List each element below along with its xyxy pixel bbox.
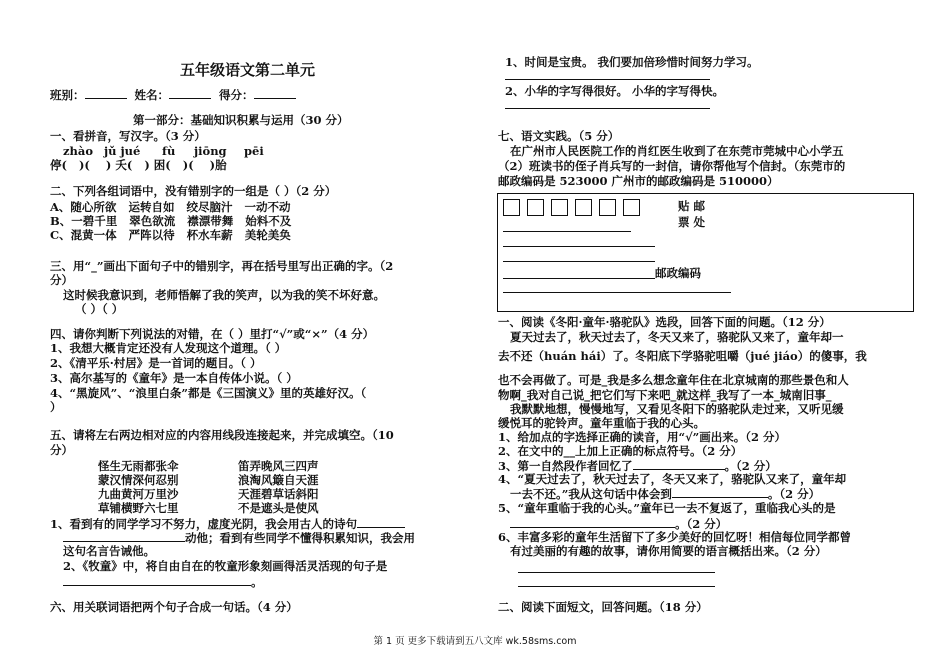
- reading1-title: 一、阅读《冬阳·童年·骆驼队》选段，回答下面的问题。（12 分）: [498, 315, 831, 329]
- char-seg-3: ): [105, 158, 112, 172]
- char-seg-4: 夭(: [115, 158, 133, 172]
- page-title: 五年级语文第二单元: [180, 61, 316, 79]
- q2-title: 二、下列各组词语中，没有错别字的一组是（ ）（2 分）: [50, 184, 337, 198]
- q3-blanks[interactable]: （ ）（ ）: [75, 302, 124, 316]
- passage-line-3: 也不会再做了。可是_我是多么想念童年住在北京城南的那些景色和人: [498, 373, 849, 387]
- reading1-q6-answer-line-1[interactable]: [518, 572, 715, 573]
- pinyin-4: jiōng: [194, 144, 227, 158]
- reading1-q5: 5、“童年重临于我的心头。”童年已一去不复返了，重临我心头的是: [498, 501, 836, 515]
- q5-sub1-text: 1、看到有的同学学习不努力，虚度光阴，我会用古人的诗句: [50, 517, 357, 531]
- option-word: 始料不及: [245, 214, 292, 228]
- reading1-q3: 3、第一自然段作者回忆了 。（2 分）: [498, 459, 777, 473]
- char-seg-5: ): [144, 158, 150, 172]
- poem-left-4[interactable]: 草铺横野六七里: [98, 501, 179, 515]
- reading1-q4: 4、“夏天过去了，秋天过去了，冬天又来了，骆驼队又来了，童年却: [498, 472, 847, 486]
- option-word: 翠色欲流: [129, 214, 176, 228]
- envelope-name-line[interactable]: [503, 261, 655, 262]
- postcode-box-5[interactable]: [599, 199, 616, 216]
- reading1-q3-text: 3、第一自然段作者回忆了: [498, 459, 633, 473]
- q6-title: 六、用关联词语把两个句子合成一句话。（4 分）: [50, 600, 298, 614]
- postcode-box-1[interactable]: [503, 199, 520, 216]
- class-label: 班别：: [50, 88, 85, 102]
- q7-line-2: （2）班读书的侄子肖兵写的一封信，请你帮他写个信封。（东莞市的: [498, 159, 846, 173]
- q3-title: 三、用“_”画出下面句子中的错别字，再在括号里写出正确的字。（2: [50, 259, 394, 273]
- q4-item-4-cont: ）: [50, 400, 62, 414]
- postcode-label: 邮政编码: [655, 266, 701, 280]
- char-seg-7: )(: [182, 158, 194, 172]
- reading1-q2: 2、在文中的__上加上正确的标点符号。（2 分）: [498, 444, 743, 458]
- q5-sub1-line2: [63, 530, 415, 545]
- envelope-sender-line[interactable]: [503, 278, 655, 279]
- q6-answer-line-1[interactable]: [505, 79, 710, 80]
- option-word: 襟漂带舞: [187, 214, 234, 228]
- q4-item-1[interactable]: 1、我想大概肯定还没有人发现这个道理。（ ）: [50, 341, 287, 355]
- q5-sub1: [50, 516, 405, 531]
- envelope-bottom-line[interactable]: [503, 292, 731, 293]
- option-word: 杯水车薪: [186, 228, 233, 242]
- postcode-box-2[interactable]: [527, 199, 544, 216]
- q1-title: 一、看拼音，写汉字。（3 分）: [50, 129, 206, 143]
- q3-title-cont: 分）: [50, 273, 73, 287]
- poem-right-3[interactable]: 天涯碧草话斜阳: [238, 487, 319, 501]
- option-word: 美轮美奂: [244, 228, 291, 242]
- postcode-box-4[interactable]: [575, 199, 592, 216]
- q6-answer-line-2[interactable]: [505, 108, 710, 109]
- q3-sentence: 这时候我意识到，老师悟解了我的笑声，以为我的笑不坏好意。: [63, 288, 385, 302]
- header-fields: [50, 87, 296, 102]
- name-label: 姓名：: [134, 88, 170, 102]
- envelope-address-line-1[interactable]: [503, 231, 631, 232]
- q5-sub2-blank[interactable]: [63, 574, 251, 586]
- page-footer: 第 1 页 更多下载请到五八文库 wk.58sms.com: [373, 636, 577, 647]
- option-word: B、一碧千里: [50, 214, 118, 228]
- pinyin-5: pēi: [244, 144, 264, 158]
- q7-title: 七、语文实践。（5 分）: [498, 129, 620, 143]
- passage-line-5: 我默默地想，慢慢地写，又看见冬阳下的骆驼队走过来，又听见缓: [510, 402, 844, 416]
- reading1-q4-points: （2 分）: [779, 487, 821, 501]
- option-word: C、混黄一体: [50, 228, 117, 242]
- q4-item-3[interactable]: 3、高尔基写的《童年》是一本自传体小说。（ ）: [50, 371, 298, 385]
- reading1-q4-text: 一去不还。”我从这句话中体会到: [510, 487, 672, 501]
- q4-title: 四、请你判断下列说法的对错，在（ ）里打“√”或“×”（4 分）: [50, 327, 375, 341]
- passage-line-6: 缓悦耳的驼铃声。童年重临于我的心头。: [498, 416, 705, 430]
- option-word: 运转自如: [128, 200, 175, 214]
- q6-sentence-2: 2、小华的字写得很好。 小华的字写得快。: [505, 84, 725, 98]
- postcode-box-6[interactable]: [623, 199, 640, 216]
- char-seg-6: 困(: [153, 158, 171, 172]
- poem-right-2[interactable]: 浪淘风簸自天涯: [238, 473, 319, 487]
- reading1-q5-points: （2 分）: [686, 517, 728, 531]
- stamp-label-2: 票 处: [678, 215, 706, 229]
- part1-heading: 第一部分：基础知识积累与运用（30 分）: [133, 113, 349, 127]
- q1-char-row[interactable]: [50, 158, 227, 172]
- pinyin-3: fù: [162, 144, 176, 158]
- reading1-q6-answer-line-2[interactable]: [518, 586, 715, 587]
- passage-line-1: 夏天过去了，秋天过去了，冬天又来了，骆驼队又来了，童年却一: [510, 330, 844, 344]
- reading1-q6-cont: 有过美丽的有趣的故事，请你用简要的语言概括出来。（2 分）: [510, 544, 827, 558]
- q4-item-4[interactable]: 4、“黑旋风”、“浪里白条”都是《三国演义》里的英雄好汉。（: [50, 386, 367, 400]
- reading2-title: 二、阅读下面短文，回答问题。（18 分）: [498, 600, 708, 614]
- q5-title: 五、请将左右两边相对应的内容用线段连接起来，并完成填空。（10: [50, 428, 394, 442]
- option-word: A、随心所欲: [50, 200, 117, 214]
- q5-sub1-blank2[interactable]: [63, 530, 185, 542]
- q5-sub1-line3: 这句名言告诫他。: [63, 544, 155, 558]
- q5-sub1-blank[interactable]: [357, 516, 405, 528]
- q7-line-1: 在广州市人民医院工作的肖红医生收到了在东莞市莞城中心小学五: [510, 144, 844, 158]
- q2-option-a[interactable]: [50, 200, 290, 214]
- poem-right-1[interactable]: 笛弄晚风三四声: [238, 459, 319, 473]
- reading1-q5-answer: 。（2 分）: [510, 516, 727, 531]
- reading1-q6: 6、丰富多彩的童年生活留下了多少美好的回忆呀！相信每位同学都曾: [498, 530, 851, 544]
- pinyin-2: jǔ jué: [104, 144, 141, 158]
- q6-sentence-1: 1、时间是宝贵。 我们要加倍珍惜时间努力学习。: [505, 55, 759, 69]
- reading1-q3-blank[interactable]: [633, 458, 725, 470]
- name-blank[interactable]: [169, 87, 211, 99]
- q4-item-2[interactable]: 2、《清平乐·村居》是一首词的题目。（ ）: [50, 356, 262, 370]
- q2-option-c[interactable]: [50, 228, 291, 242]
- q5-sub2: 2、《牧童》中，将自由自在的牧童形象刻画得活灵活现的句子是: [63, 559, 388, 573]
- q2-option-b[interactable]: [50, 214, 291, 228]
- q5-sub2-answer[interactable]: 。: [63, 574, 263, 589]
- option-word: 绞尽脑汁: [186, 200, 233, 214]
- q5-title-cont: 分）: [50, 443, 73, 457]
- stamp-label-1: 贴 邮: [678, 199, 706, 213]
- passage-line-4: 物啊_我对自己说_把它们写下来吧_就这样_我写了一本_城南旧事_: [498, 388, 832, 402]
- q7-line-3: 邮政编码是 523000 广州市的邮政编码是 510000）: [498, 174, 779, 188]
- reading1-q4-blank[interactable]: [672, 486, 768, 498]
- option-word: 一动不动: [244, 200, 291, 214]
- reading1-q4-cont: 一去不还。”我从这句话中体会到 。（2 分）: [510, 487, 821, 501]
- passage-line-2: 去不还（huán hái）了。冬阳底下学骆驼咀嚼（jué jiáo）的傻事，我: [498, 349, 867, 363]
- char-seg-2: )(: [78, 158, 90, 172]
- pinyin-1: zhào: [63, 144, 94, 158]
- char-seg-1: 停(: [50, 158, 67, 172]
- reading1-q3-points: （2 分）: [736, 459, 777, 473]
- poem-left-1[interactable]: 怪生无雨都张伞: [98, 459, 179, 473]
- class-blank[interactable]: [85, 87, 127, 99]
- envelope-address-line-2[interactable]: [503, 246, 655, 247]
- q5-sub1b-text: 动他；看到有些同学不懂得积累知识，我会用: [185, 531, 415, 545]
- poem-left-2[interactable]: 蒙汉情深何忍别: [98, 473, 179, 487]
- option-word: 严阵以待: [128, 228, 175, 242]
- reading1-q5-blank[interactable]: [510, 516, 675, 528]
- postcode-box-3[interactable]: [551, 199, 568, 216]
- poem-left-3[interactable]: 九曲黄河万里沙: [98, 487, 179, 501]
- envelope-box: [497, 193, 914, 312]
- reading1-q1: 1、给加点的字选择正确的读音，用“√”画出来。（2 分）: [498, 430, 787, 444]
- score-blank[interactable]: [254, 87, 296, 99]
- score-label: 得分：: [219, 88, 254, 102]
- char-seg-8: )胎: [209, 158, 227, 172]
- poem-right-4[interactable]: 不是遮头是使风: [238, 501, 319, 515]
